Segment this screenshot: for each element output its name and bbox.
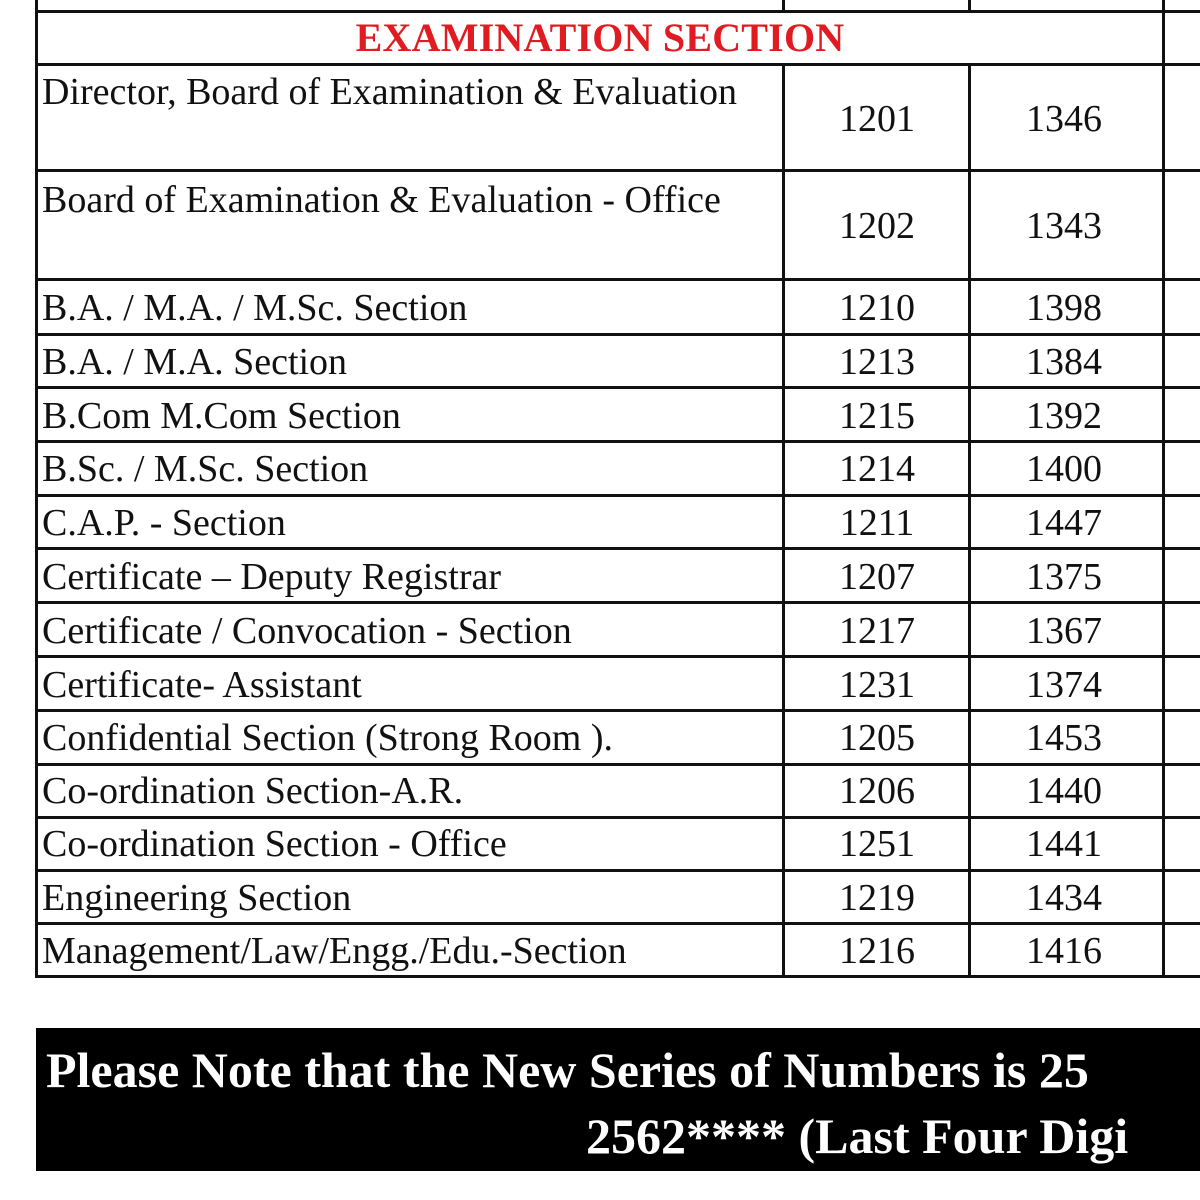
department-name: Engineering Section	[42, 877, 352, 919]
table-row	[36, 604, 1200, 656]
department-name: B.A. / M.A. Section	[42, 341, 348, 383]
table-row	[36, 281, 1200, 333]
department-name: B.Sc. / M.Sc. Section	[42, 448, 369, 490]
extension-number-alt: 1343	[1026, 205, 1102, 247]
extension-number-alt: 1374	[1026, 664, 1102, 706]
table-row	[36, 871, 1200, 923]
extension-number: 1201	[839, 98, 915, 140]
extension-number-alt: 1447	[1026, 502, 1102, 544]
table-row	[36, 496, 1200, 548]
extension-number: 1213	[839, 341, 915, 383]
extension-number: 1210	[839, 287, 915, 329]
extension-number-alt: 1375	[1026, 556, 1102, 598]
table-row	[36, 764, 1200, 816]
extension-number: 1231	[839, 664, 915, 706]
department-name: B.Com M.Com Section	[42, 395, 401, 437]
extension-number-alt: 1416	[1026, 930, 1102, 972]
notice-line-1: Please Note that the New Series of Numbers is 25	[46, 1042, 1089, 1098]
table-row	[36, 550, 1200, 602]
extension-number-alt: 1440	[1026, 770, 1102, 812]
extension-number: 1216	[839, 930, 915, 972]
extension-number: 1214	[839, 448, 915, 490]
extension-number: 1207	[839, 556, 915, 598]
extension-number-alt: 1398	[1026, 287, 1102, 329]
table-row	[36, 66, 1200, 169]
extension-number: 1205	[839, 717, 915, 759]
table-row	[36, 658, 1200, 710]
table-row	[36, 711, 1200, 763]
table-row	[36, 442, 1200, 494]
table-row	[36, 172, 1200, 278]
table-row	[36, 389, 1200, 441]
extension-number: 1202	[839, 205, 915, 247]
extension-number-alt: 1453	[1026, 717, 1102, 759]
extension-number-alt: 1392	[1026, 395, 1102, 437]
department-name: B.A. / M.A. / M.Sc. Section	[42, 287, 468, 329]
extension-number-alt: 1384	[1026, 341, 1102, 383]
extension-number: 1206	[839, 770, 915, 812]
notice-banner	[36, 1028, 1200, 1171]
extension-number: 1215	[839, 395, 915, 437]
department-name: C.A.P. - Section	[42, 502, 286, 544]
table-row	[36, 817, 1200, 869]
table-row	[36, 335, 1200, 387]
extension-number: 1219	[839, 877, 915, 919]
department-name: Confidential Section (Strong Room ).	[42, 717, 614, 759]
department-name: Director, Board of Examination & Evaluation	[42, 71, 737, 113]
department-name: Board of Examination & Evaluation - Office	[42, 179, 721, 221]
extension-number: 1217	[839, 610, 915, 652]
section-title: EXAMINATION SECTION	[355, 15, 845, 60]
extension-number: 1211	[839, 502, 915, 544]
department-name: Co-ordination Section-A.R.	[42, 770, 464, 812]
extension-number-alt: 1400	[1026, 448, 1102, 490]
extension-number-alt: 1434	[1026, 877, 1102, 919]
department-name: Management/Law/Engg./Edu.-Section	[42, 930, 627, 972]
extension-number: 1251	[839, 823, 915, 865]
department-name: Certificate / Convocation - Section	[42, 610, 572, 652]
extension-number-alt: 1367	[1026, 610, 1102, 652]
extension-number-alt: 1441	[1026, 823, 1102, 865]
extension-number-alt: 1346	[1026, 98, 1102, 140]
department-name: Co-ordination Section - Office	[42, 823, 507, 865]
table-row	[36, 924, 1200, 976]
notice-line-2: 2562**** (Last Four Digi	[586, 1108, 1129, 1164]
department-name: Certificate – Deputy Registrar	[42, 556, 502, 598]
department-name: Certificate- Assistant	[42, 664, 362, 706]
